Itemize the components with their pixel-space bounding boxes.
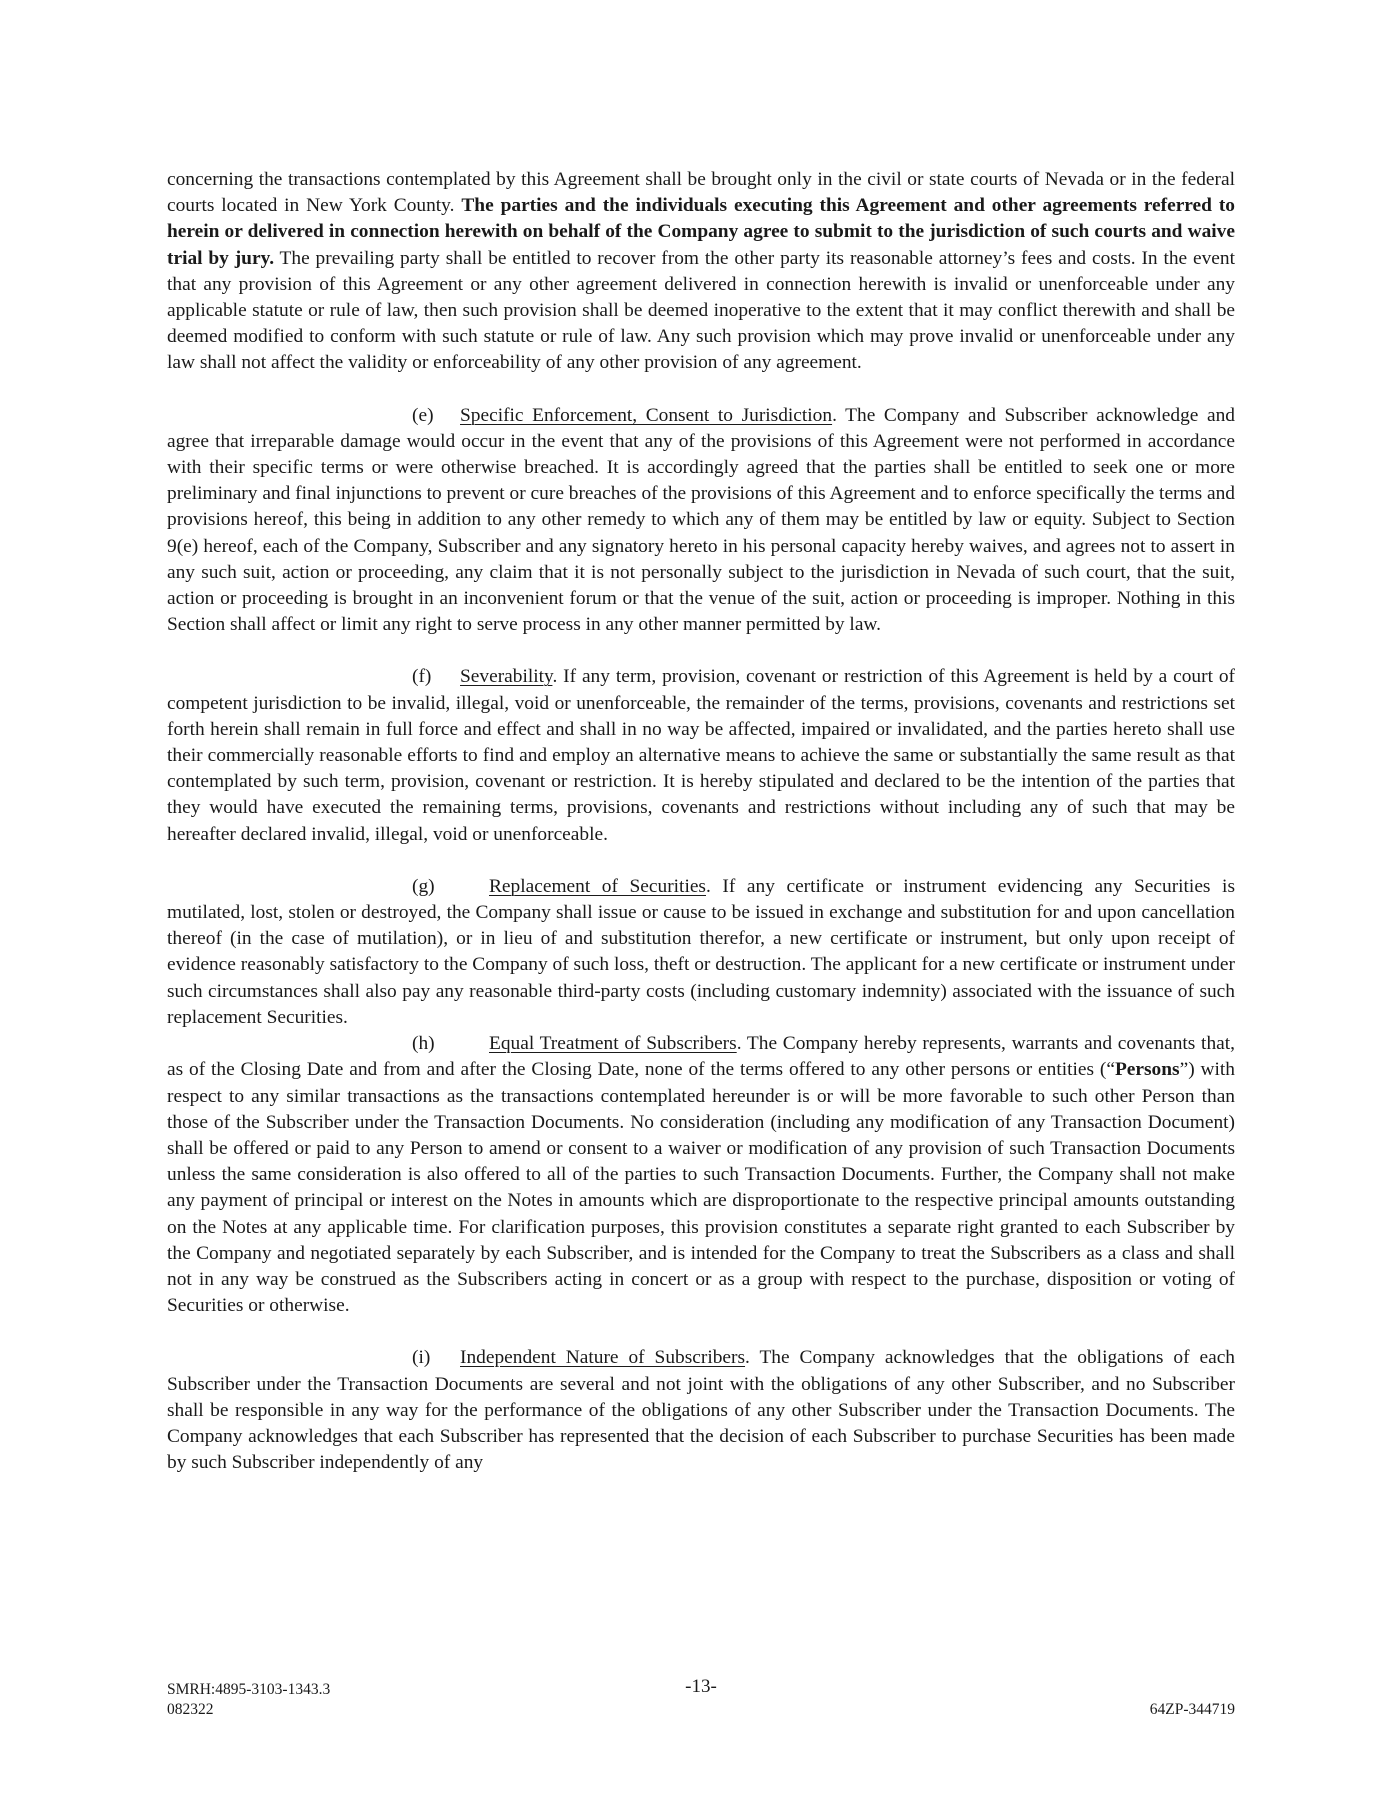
defined-term-persons: Persons <box>1114 1059 1180 1081</box>
section-text: . The Company and Subscriber acknowledge and agree that irreparable damage would occur in the event that any of the provisions of this Agreement were not performed in accordance with their specific terms or were otherwise breached. It is accordingly agreed that the parties shall be entitled to seek one or more preliminary and final injunctions to prevent or cure breaches of the provisions of this Agreement and to enforce specifically the terms and provisions hereof, this being in addition to any other remedy to which any of them may be entitled by law or equity. Subject to Section 9(e) hereof, each of the Company, Subscriber and any signatory hereto in his personal capacity hereby waives, and agrees not to assert in any such suit, action or proceeding, any claim that it is not personally subject to the jurisdiction in Nevada of such court, that the suit, action or proceeding is brought in an inconvenient forum or that the venue of the suit, action or proceeding is improper. Nothing in this Section shall affect or limit any right to serve process in any other manner permitted by law. <box>167 404 1235 636</box>
page-number: -13- <box>685 1676 717 1697</box>
section-g-replacement-of-securities <box>167 874 1235 1031</box>
section-marker: (g) <box>412 875 435 897</box>
paragraph-governing-law <box>167 167 1235 377</box>
section-marker: (f) <box>412 666 432 688</box>
paragraph-text: concerning the transactions contemplated by this Agreement shall be brought only in the civil or state courts of Nevada or in the federal courts located in New York County. <box>167 169 1235 217</box>
section-text: . The Company hereby represents, warrants and covenants that, as of the Closing Date and from and after the Closing Date, none of the terms offered to any other persons or entities (“ <box>167 1033 1235 1081</box>
paragraph-text: The prevailing party shall be entitled to recover from the other party its reasonable attorney’s fees and costs. In the event that any provision of this Agreement or any other agreement delivered in connection herewith is invalid or unenforceable under any applicable statute or rule of law, then such provision shall be deemed inoperative to the extent that it may conflict therewith and shall be deemed modified to conform with such statute or rule of law. Any such provision which may prove invalid or unenforceable under any law shall not affect the validity or enforceability of any other provision of any agreement. <box>167 247 1235 374</box>
section-h-equal-treatment <box>167 1031 1235 1319</box>
section-marker: (i) <box>412 1347 431 1369</box>
section-heading: Specific Enforcement, Consent to Jurisdiction <box>460 404 833 426</box>
section-heading: Equal Treatment of Subscribers <box>489 1033 737 1055</box>
section-text: . If any certificate or instrument evidencing any Securities is mutilated, lost, stolen or destroyed, the Company shall issue or cause to be issued in exchange and substitution for and upon cancellation thereof (in the case of mutilation), or in lieu of and substitution therefor, a new certificate or instrument, but only upon receipt of evidence reasonably satisfactory to the Company of such loss, theft or destruction. The applicant for a new certificate or instrument under such circumstances shall also pay any reasonable third-party costs (including customary indemnity) associated with the issuance of such replacement Securities. <box>167 875 1235 1028</box>
section-text: . If any term, provision, covenant or restriction of this Agreement is held by a court of competent jurisdiction to be invalid, illegal, void or unenforceable, the remainder of the terms, provisions, covenants and restrictions set forth herein shall remain in full force and effect and shall in no way be affected, impaired or invalidated, and the parties hereto shall use their commercially reasonable efforts to find and employ an alternative means to achieve the same or substantially the same result as that contemplated by such term, provision, covenant or restriction. It is hereby stipulated and declared to be the intention of the parties that they would have executed the remaining terms, provisions, covenants and restrictions without including any of such that may be hereafter declared invalid, illegal, void or unenforceable. <box>167 666 1235 845</box>
section-heading: Replacement of Securities <box>489 875 706 897</box>
section-marker: (h) <box>412 1033 435 1055</box>
section-e-specific-enforcement <box>167 403 1235 639</box>
section-heading: Independent Nature of Subscribers <box>460 1347 746 1369</box>
page-footer <box>167 1676 1235 1740</box>
section-f-severability <box>167 664 1235 847</box>
document-id: SMRH:4895-3103-1343.3 <box>167 1681 331 1698</box>
reference-code: 64ZP-344719 <box>1149 1701 1235 1718</box>
section-heading: Severability <box>460 666 553 688</box>
section-text: . The Company acknowledges that the obligations of each Subscriber under the Transaction Documents are several and not joint with the obligations of any other Subscriber, and no Subscriber shall be responsible in any way for the performance of the obligations of any other Subscriber under the Transaction Documents. The Company acknowledges that each Subscriber has represented that the decision of each Subscriber to purchase Securities has been made by such Subscriber independently of any <box>167 1347 1236 1474</box>
section-marker: (e) <box>412 404 434 426</box>
jury-waiver-bold-text: The parties and the individuals executing this Agreement and other agreements referred to herein or delivered in connection herewith on behalf of the Company agree to submit to the jurisdiction of such courts and waive trial by jury. <box>167 195 1235 269</box>
section-text: ”) with respect to any similar transactions as the transactions contemplated hereunder is or will be more favorable to such other Person than those of the Subscriber under the Transaction Documents. No consideration (including any modification of any Transaction Document) shall be offered or paid to any Person to amend or consent to a waiver or modification of any provision of such Transaction Documents unless the same consideration is also offered to all of the parties to such Transaction Documents. Further, the Company shall not make any payment of principal or interest on the Notes in amounts which are disproportionate to the respective principal amounts outstanding on the Notes at any applicable time. For clarification purposes, this provision constitutes a separate right granted to each Subscriber by the Company and negotiated separately by each Subscriber, and is intended for the Company to treat the Subscribers as a class and shall not in any way be construed as the Subscribers acting in concert or as a group with respect to the purchase, disposition or voting of Securities or otherwise. <box>167 1059 1235 1317</box>
date-code: 082322 <box>167 1701 214 1718</box>
document-body <box>167 167 1235 1476</box>
section-i-independent-nature <box>167 1345 1235 1476</box>
